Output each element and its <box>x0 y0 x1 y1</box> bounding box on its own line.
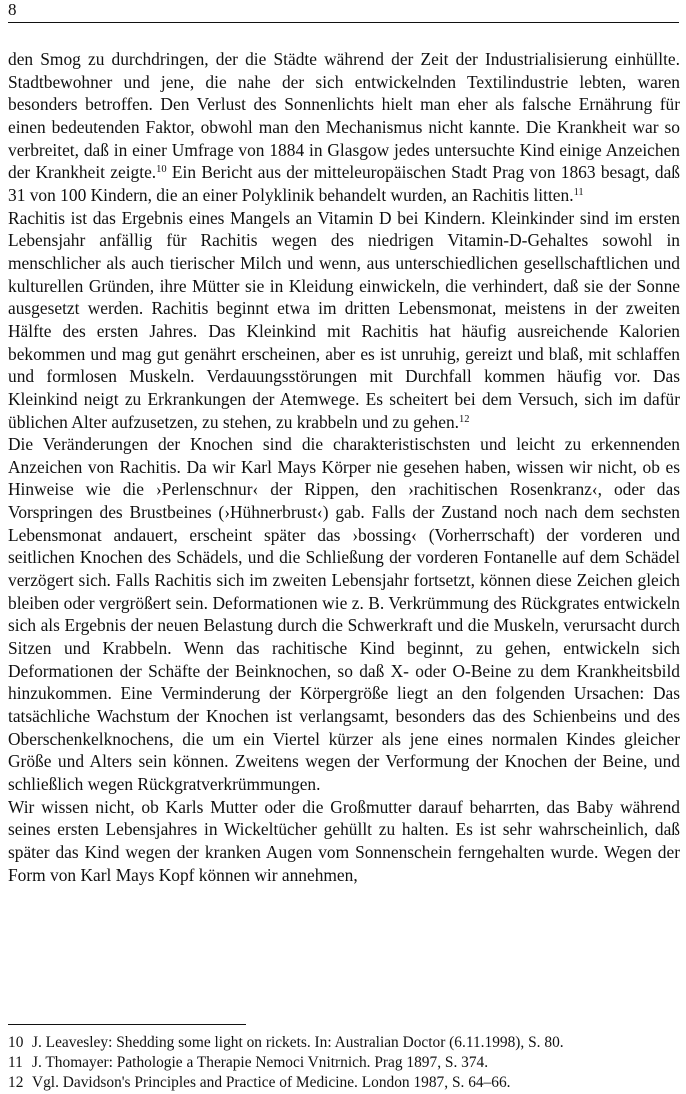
text-segment: Rachitis ist das Ergebnis eines Mangels an Vitamin D bei Kindern. Kleinkinder sind im ersten Lebensjahr anfällig für Rachitis wegen des niedrigen Vitamin-D-Gehaltes sowohl in menschlicher als auch tierischer Milch und wenn, aus unterschiedlichen gesellschaftlichen und kulturellen Gründen, ihre Mütter sie in Kleidung einwickeln, die verhindert, daß sie der Sonne ausgesetzt werden. Rachitis beginnt etwa im dritten Lebensmonat, meistens in der zweiten Hälfte des ersten Jahres. Das Kleinkind mit Rachitis hat häufig ausreichende Kalorien bekommen und mag gut genährt erscheinen, aber es ist unruhig, gereizt und blaß, mit schlaffen und formlosen Muskeln. Verdauungsstörungen mit Durchfall kommen häufig vor. Das Kleinkind neigt zu Erkrankungen der Atemwege. Es scheitert bei dem Versuch, sich im dafür üblichen Alter aufzusetzen, zu stehen, zu krabbeln und zu gehen. <box>8 207 680 432</box>
text-segment: Die Veränderungen der Knochen sind die charakteristischsten und leicht zu erkennenden Anzeichen von Rachitis. Da wir Karl Mays Körper nie gesehen haben, wissen wir nicht, ob es Hinweise wie die ›Perlenschnur‹ der Rippen, den ›rachitischen Rosenkranz‹, oder das Vorspringen des Brustbeines (›Hühnerbrust‹) gab. Falls der Zustand noch nach dem sechsten Lebensmonat andauert, erscheint später das ›bossing‹ (Vorherrschaft) der vorderen und seitlichen Knochen des Schädels, und die Schließung der vorderen Fontanelle auf dem Schädel verzögert sich. Falls Rachitis sich im zweiten Lebensjahr fortsetzt, können diese Zeichen gleich bleiben oder vergrößert sein. Deformationen wie z. B. Verkrümmung des Rückgrates entwickeln sich als Ergebnis der neuen Belastung durch die Schwerkraft und die Muskeln, verursacht durch Sitzen und Krabbeln. Wenn das rachitische Kind beginnt, zu gehen, entwickeln sich Deformationen der Schäfte der Beinknochen, so daß X- oder O-Beine zu dem Krankheitsbild hinzukommen. Eine Verminderung der Körpergröße liegt an den folgenden Ursachen: Das tatsächliche Wachstum der Knochen ist verlangsamt, besonders das des Schienbeins und des Oberschenkelknochens, die um ein Viertel kürzer als jene eines normalen Kindes gleicher Größe und Alters sein können. Zweitens wegen der Verformung der Knochen der Beine, und schließlich wegen Rückgratverkrümmungen. <box>8 434 680 794</box>
text-segment: Wir wissen nicht, ob Karls Mutter oder die Großmutter darauf beharrten, das Baby während seines ersten Lebensjahres in Wickeltücher gehüllt zu halten. Es ist sehr wahrscheinlich, daß später das Kind wegen der kranken Augen vom Sonnenschein ferngehalten wurde. Wegen der Form von Karl Mays Kopf können wir annehmen, <box>8 796 680 885</box>
paragraph-1 <box>8 48 680 207</box>
footnote-11 <box>8 1053 680 1073</box>
text-segment: den Smog zu durchdringen, der die Städte während der Zeit der Industrialisierung einhüllte. Stadtbewohner und jene, die nahe der sich entwickelnden Textilindustrie lebten, waren besonders betroffen. Den Verlust des Sonnenlichts hielt man eher als falsche Ernährung für einen bedeutenden Faktor, obwohl man den Mechanismus nicht kannte. Die Krankheit war so verbreitet, daß in einer Umfrage von 1884 in Glasgow jedes untersuchte Kind einige Anzeichen der Krankheit zeigte. <box>8 49 680 183</box>
footnote-text: J. Leavesley: Shedding some light on rickets. In: Australian Doctor (6.11.1998), S. 80. <box>32 1034 564 1051</box>
footnote-ref-11: 11 <box>573 186 584 198</box>
paragraph-3 <box>8 433 680 796</box>
footnote-rule <box>8 1024 246 1025</box>
footnote-text: J. Thomayer: Pathologie a Therapie Nemoci Vnitrnich. Prag 1897, S. 374. <box>32 1054 489 1071</box>
footnotes <box>8 1033 680 1093</box>
text-segment: Ein Bericht aus der mitteleuropäischen Stadt Prag von 1863 besagt, daß 31 von 100 Kindern, die an einer Polyklinik behandelt wurden, an Rachitis litten. <box>8 162 680 205</box>
paragraph-4 <box>8 796 680 887</box>
footnote-ref-10: 10 <box>156 164 167 176</box>
header-rule <box>8 22 679 23</box>
footnote-number: 12 <box>8 1074 24 1091</box>
footnote-ref-12: 12 <box>459 413 470 425</box>
footnote-text: Vgl. Davidson's Principles and Practice of Medicine. London 1987, S. 64–66. <box>32 1074 511 1091</box>
paragraph-2 <box>8 207 680 434</box>
body-text <box>8 48 680 886</box>
footnote-10 <box>8 1033 680 1053</box>
footnote-12 <box>8 1073 680 1093</box>
footnote-number: 10 <box>8 1034 24 1051</box>
footnote-number: 11 <box>8 1054 23 1071</box>
page-number: 8 <box>8 0 17 19</box>
